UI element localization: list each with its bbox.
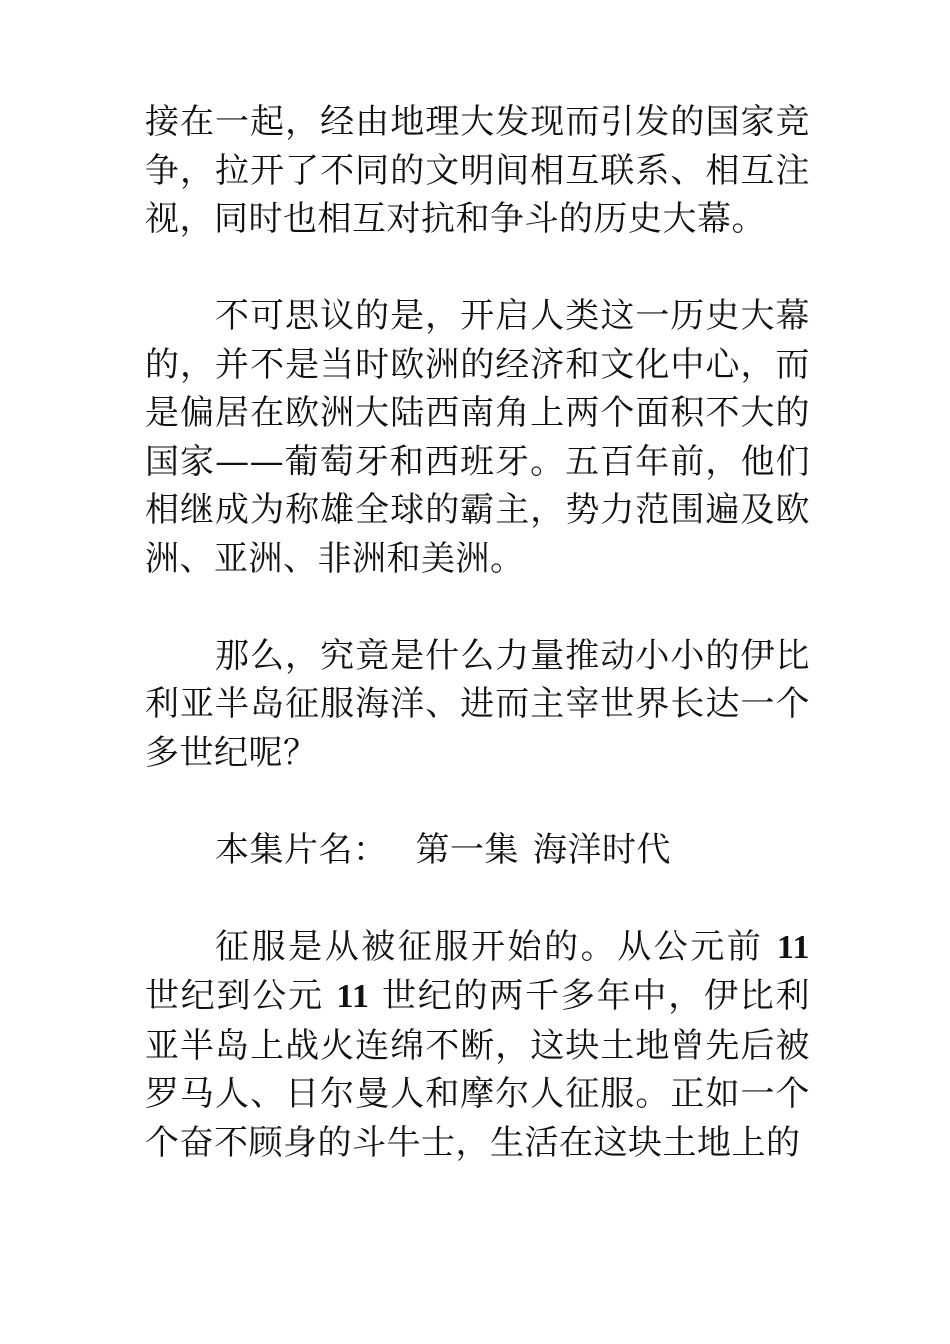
paragraph-3: 那么，究竟是什么力量推动小小的伊比利亚半岛征服海洋、进而主宰世界长达一个多世纪呢？ (145, 635, 810, 773)
episode-label: 本集片名： (215, 829, 388, 870)
paragraph-4-part2: 世纪到公元 (145, 976, 337, 1016)
year-number-1: 11 (776, 928, 810, 966)
paragraph-4 (145, 923, 810, 1168)
paragraph-4-part3: 世纪的两千多年中，伊比利亚半岛上战火连绵不断，这块土地曾先后被罗马人、日尔曼人和摩尔人征服。正如一个个奋不顾身的斗牛士，生活在这块土地上的 (145, 976, 810, 1163)
document-body (145, 98, 810, 1216)
episode-title: 海洋时代 (533, 829, 671, 870)
paragraph-2: 不可思议的是，开启人类这一历史大幕的，并不是当时欧洲的经济和文化中心，而是偏居在欧洲大陆西南角上两个面积不大的国家——葡萄牙和西班牙。五百年前，他们相继成为称雄全球的霸主，势力范围遍及欧洲、亚洲、非洲和美洲。 (145, 296, 810, 579)
year-number-2: 11 (336, 978, 370, 1015)
episode-title-line (145, 826, 810, 875)
episode-number: 第一集 (415, 829, 519, 870)
paragraph-1: 接在一起，经由地理大发现而引发的国家竞争，拉开了不同的文明间相互联系、相互注视，同时也相互对抗和争斗的历史大幕。 (145, 102, 810, 239)
paragraph-4-part1: 征服是从被征服开始的。从公元前 (215, 926, 777, 967)
